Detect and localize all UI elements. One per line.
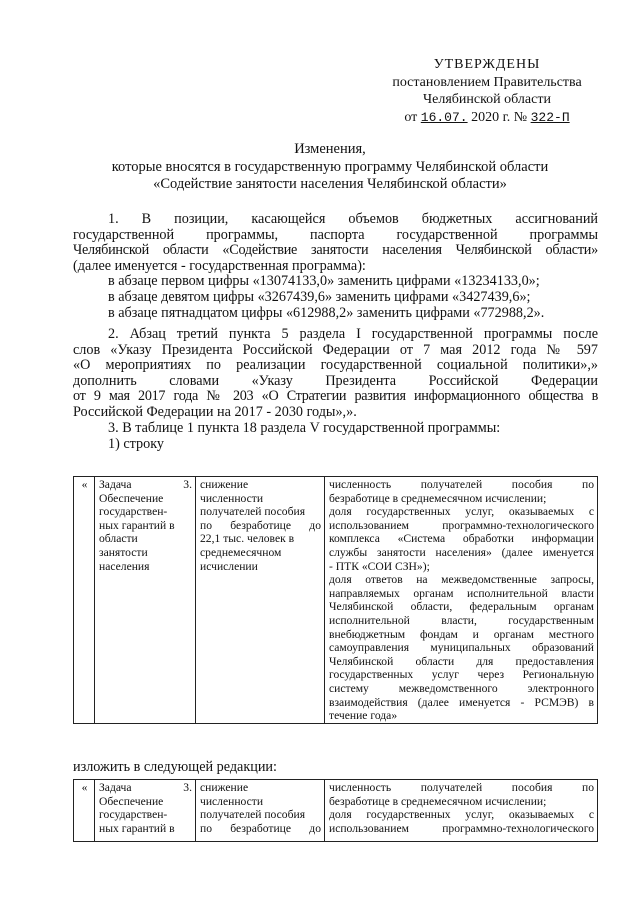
- para2-line: Российской Федерации на 2017 - 2030 годы»,».: [73, 403, 357, 420]
- indicator-line: - ПТК «СОИ СЗН»);: [329, 559, 430, 573]
- restate-line: изложить в следующей редакции:: [73, 759, 277, 775]
- para1-line: Челябинской области «Содействие занятости населения Челябинской области»: [73, 242, 598, 259]
- date-prefix: от: [404, 109, 418, 125]
- para1-item: в абзаце девятом цифры «3267439,6» заменить цифрами «3427439,6»;: [108, 288, 531, 305]
- indicator-line: Челябинской области для предоставления: [329, 654, 594, 668]
- para1-item: в абзаце пятнадцатом цифры «612988,2» заменить цифрами «772988,2».: [108, 304, 545, 321]
- reduction-line: снижение: [200, 781, 249, 794]
- indicator-line: государственных услуг через Региональную: [329, 668, 594, 682]
- reduction-line: по безработице до: [200, 518, 321, 532]
- para1-item: в абзаце первом цифры «13074133,0» заменить цифрами «13234133,0»;: [108, 273, 540, 290]
- indicator-line: безработице в среднемесячном исчислении;: [329, 491, 547, 505]
- approval-line-2: Челябинской области: [423, 92, 551, 107]
- task-line: государствен-: [99, 505, 168, 519]
- table-row: [74, 477, 598, 724]
- decree-number: 322-П: [530, 109, 570, 125]
- reduction-line: по безработице до: [200, 821, 321, 835]
- para3-line: 3. В таблице 1 пункта 18 раздела V государственной программы:: [108, 420, 501, 436]
- new-row-table: [73, 779, 598, 842]
- table-row: [74, 780, 598, 842]
- year-text: 2020 г. №: [471, 109, 528, 125]
- task-line: Задача 3.: [99, 781, 192, 794]
- indicator-line: Челябинской области, федеральным органам: [329, 600, 594, 614]
- para1-line: 1. В позиции, касающейся объемов бюджетных ассигнований: [108, 211, 598, 227]
- para2-line: 2. Абзац третий пункта 5 раздела I государственной программы после: [108, 326, 598, 342]
- indicator-line: службы занятости населения» (далее именуется: [329, 545, 594, 559]
- indicator-line: самоуправления муниципальных образований: [329, 641, 594, 655]
- date-value: 16.07.: [420, 109, 468, 125]
- task-cell: [95, 780, 196, 842]
- indicator-line: исполнительной власти, государственным: [329, 613, 594, 627]
- indicator-line: безработице в среднемесячном исчислении;: [329, 794, 547, 808]
- task-line: области: [99, 532, 138, 546]
- reduction-line: снижение: [200, 478, 249, 491]
- indicator-line: доля государственных услуг, оказываемых с: [329, 505, 594, 519]
- reduction-cell: [196, 477, 325, 724]
- reduction-line: получателей пособия: [200, 808, 306, 822]
- heading-line-1: Изменения,: [294, 141, 366, 157]
- indicator-line: течение года»: [329, 709, 398, 723]
- task-line: Задача 3.: [99, 478, 192, 491]
- indicator-line: доля государственных услуг, оказываемых с: [329, 808, 594, 822]
- task-line: ных гарантий в: [99, 821, 175, 835]
- indicator-line: использованием программно-технологического: [329, 518, 594, 532]
- approval-line-1: постановлением Правительства: [392, 74, 582, 90]
- indicator-line: систему межведомственного электронного: [329, 681, 594, 695]
- reduction-line: численности: [200, 491, 264, 505]
- task-line: Обеспечение: [99, 794, 164, 808]
- para2-line: от 9 мая 2017 года № 203 «О Стратегии развития информационного общества в: [73, 388, 598, 405]
- indicator-line: взаимодействия (далее именуется - РСМЭВ) в: [329, 695, 594, 709]
- approval-block: [372, 56, 602, 126]
- para2-line: дополнить словами «Указу Президента Российской Федерации: [73, 372, 598, 389]
- paragraph-1: [73, 212, 598, 321]
- indicator-line: внебюджетным фондам и органам местного: [329, 627, 594, 641]
- task-line: государствен-: [99, 808, 168, 822]
- reduction-line: 22,1 тыс. человек в: [200, 532, 295, 546]
- old-row-table: [73, 476, 598, 724]
- indicator-line: доля ответов на межведомственные запросы,: [329, 573, 594, 587]
- task-line: ных гарантий в: [99, 518, 175, 532]
- para3-sub: 1) строку: [108, 435, 165, 452]
- heading-line-3: «Содействие занятости населения Челябинской области»: [153, 176, 507, 192]
- document-heading: [70, 141, 590, 194]
- reduction-line: исчислении: [200, 559, 258, 573]
- reduction-line: получателей пособия: [200, 505, 306, 519]
- indicator-line: комплекса «Система обработки информации: [329, 532, 594, 546]
- heading-line-2: которые вносятся в государственную программу Челябинской области: [111, 158, 549, 175]
- reduction-line: среднемесячном: [200, 545, 282, 559]
- paragraph-3: [73, 421, 598, 452]
- reduction-cell: [196, 780, 325, 842]
- para1-line: государственной программы, паспорта государственной программы: [73, 226, 598, 243]
- reduction-line: численности: [200, 794, 264, 808]
- task-cell: [95, 477, 196, 724]
- task-line: занятости: [99, 545, 148, 559]
- indicators-cell: [325, 477, 598, 724]
- approval-date-line: [372, 109, 602, 127]
- paragraph-2: [73, 327, 598, 421]
- approval-title: УТВЕРЖДЕНЫ: [433, 57, 541, 72]
- task-line: Обеспечение: [99, 491, 164, 505]
- para1-line: (далее именуется - государственная программа):: [73, 257, 366, 274]
- para2-line: «О мероприятиях по реализации государственной социальной политики»,»: [73, 357, 598, 374]
- indicators-cell: [325, 780, 598, 842]
- task-line: населения: [99, 559, 150, 573]
- indicator-line: направляемых органам исполнительной власти: [329, 586, 594, 600]
- indicator-line: численность получателей пособия по: [329, 781, 594, 794]
- opening-quote: «: [74, 477, 95, 724]
- para2-line: слов «Указу Президента Российской Федерации от 7 мая 2012 года № 597: [73, 341, 598, 358]
- opening-quote: «: [74, 780, 95, 842]
- indicator-line: использованием программно-технологического: [329, 821, 594, 835]
- indicator-line: численность получателей пособия по: [329, 478, 594, 491]
